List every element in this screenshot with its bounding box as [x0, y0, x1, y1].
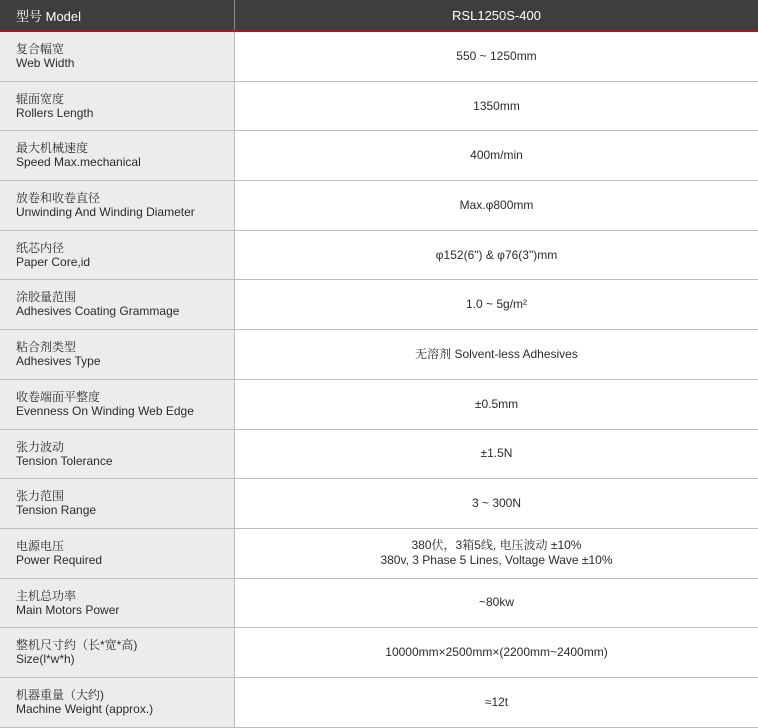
spec-value: ±0.5mm: [474, 396, 519, 411]
spec-value: 1350mm: [473, 98, 520, 113]
spec-value-cell: [235, 231, 758, 280]
spec-label-cn: 放卷和收卷直径: [16, 191, 101, 206]
spec-value: ±1.5N: [480, 446, 513, 461]
table-row: [0, 181, 758, 231]
spec-label-cell: [0, 280, 235, 329]
spec-value-cell: [235, 330, 758, 379]
spec-value-cell: [235, 479, 758, 528]
spec-value-cell: [235, 32, 758, 81]
table-row: [0, 380, 758, 430]
table-row: [0, 330, 758, 380]
spec-label-cell: [0, 330, 235, 379]
spec-label-en: Adhesives Type: [16, 354, 101, 369]
spec-label-cell: [0, 430, 235, 479]
table-header: [0, 0, 758, 32]
spec-value-cell: [235, 430, 758, 479]
table-row: [0, 82, 758, 132]
spec-value-cell: [235, 678, 758, 727]
spec-value: Max.φ800mm: [459, 197, 534, 212]
spec-label-cell: [0, 131, 235, 180]
spec-label-cn: 电源电压: [16, 538, 65, 553]
spec-label-cell: [0, 479, 235, 528]
spec-value: 1.0 ~ 5g/m²: [465, 297, 528, 312]
spec-label-cn: 收卷端面平整度: [16, 389, 101, 404]
spec-label-cell: [0, 529, 235, 578]
spec-label-en: Adhesives Coating Grammage: [16, 304, 180, 319]
spec-label-en: Paper Core,id: [16, 254, 91, 269]
spec-label-en: Machine Weight (approx.): [16, 701, 154, 716]
spec-label-cell: [0, 579, 235, 628]
spec-value: 550 ~ 1250mm: [456, 48, 537, 63]
spec-label-en: Rollers Length: [16, 105, 94, 120]
spec-value: 380v, 3 Phase 5 Lines, Voltage Wave ±10%: [380, 553, 613, 568]
spec-value-cell: [235, 181, 758, 230]
spec-label-en: Tension Tolerance: [16, 453, 113, 468]
spec-value: 10000mm×2500mm×(2200mm~2400mm): [385, 645, 608, 660]
table-row: [0, 430, 758, 480]
spec-label-cn: 主机总功率: [16, 588, 77, 603]
table-row: [0, 231, 758, 281]
spec-label-cn: 张力波动: [16, 439, 65, 454]
spec-label-en: Web Width: [16, 56, 75, 70]
spec-label-cell: [0, 678, 235, 727]
header-model: RSL1250S-400: [452, 7, 541, 23]
spec-label-cn: 机器重量（大约): [16, 687, 104, 702]
spec-label-en: Unwinding And Winding Diameter: [16, 205, 195, 220]
spec-value-cell: [235, 380, 758, 429]
spec-label-cn: 粘合剂类型: [16, 340, 77, 355]
spec-label-cn: 整机尺寸约（长*宽*高): [16, 638, 138, 653]
spec-value-cell: [235, 579, 758, 628]
spec-label-en: Evenness On Winding Web Edge: [16, 403, 194, 418]
table-row: [0, 479, 758, 529]
spec-label-cell: [0, 628, 235, 677]
spec-value-cell: [235, 529, 758, 578]
spec-label-cn: 张力范围: [16, 489, 65, 504]
table-row: [0, 280, 758, 330]
spec-value: 无溶剂 Solvent-less Adhesives: [415, 346, 578, 361]
spec-value-cell: [235, 82, 758, 131]
spec-label-en: Speed Max.mechanical: [16, 155, 141, 170]
header-label: 型号 Model: [0, 0, 235, 30]
spec-label-cn: 复合幅宽: [16, 42, 65, 56]
spec-value: 380伏，3箱5线, 电压波动 ±10%: [411, 538, 582, 553]
spec-label-cell: [0, 181, 235, 230]
spec-label-cell: [0, 231, 235, 280]
spec-label-cn: 最大机械速度: [16, 141, 89, 156]
spec-value: ~80kw: [478, 595, 515, 610]
table-body: [0, 32, 758, 728]
spec-label-cell: [0, 32, 235, 81]
spec-value: φ152(6") & φ76(3")mm: [435, 247, 558, 262]
table-row: [0, 529, 758, 579]
table-row: [0, 628, 758, 678]
spec-label-cn: 涂胶量范围: [16, 290, 77, 305]
spec-label-cn: 辊面宽度: [16, 91, 65, 106]
spec-value-cell: [235, 280, 758, 329]
spec-value: ≈12t: [484, 694, 509, 709]
spec-value: 400m/min: [470, 148, 523, 163]
spec-label-cell: [0, 82, 235, 131]
spec-value-cell: [235, 131, 758, 180]
spec-label-en: Size(l*w*h): [16, 652, 75, 667]
spec-label-en: Power Required: [16, 552, 103, 567]
table-row: [0, 678, 758, 728]
spec-label-en: Main Motors Power: [16, 602, 120, 617]
spec-value-cell: [235, 628, 758, 677]
spec-label-en: Tension Range: [16, 503, 97, 518]
table-row: [0, 579, 758, 629]
table-row: [0, 131, 758, 181]
spec-value: 3 ~ 300N: [471, 496, 522, 511]
table-row: [0, 32, 758, 82]
spec-label-cell: [0, 380, 235, 429]
spec-label-cn: 纸芯内径: [16, 240, 65, 255]
